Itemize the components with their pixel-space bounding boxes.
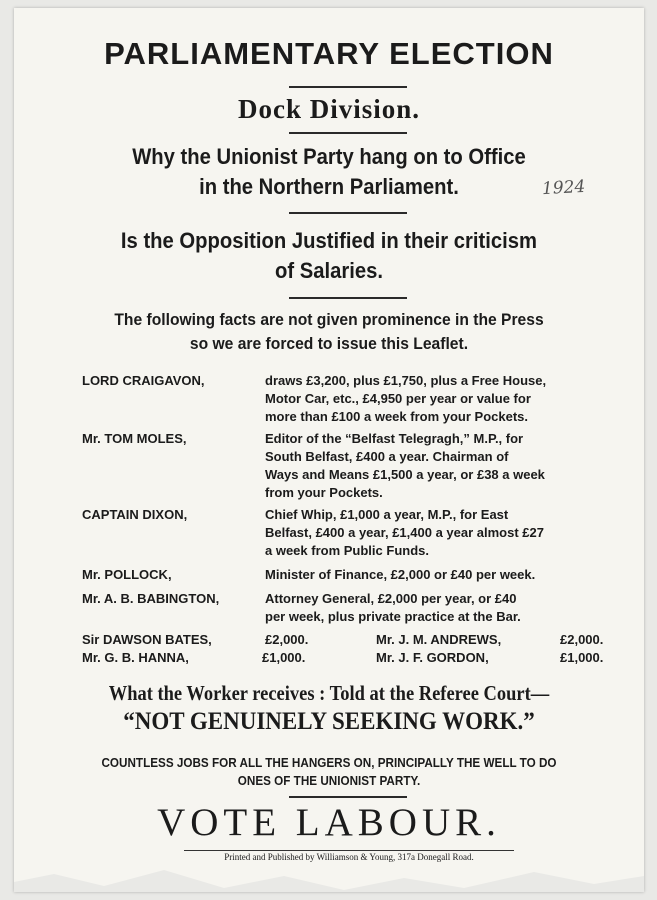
- divider: [289, 796, 407, 798]
- salary-name: Mr. POLLOCK,: [82, 567, 172, 582]
- other-name: Mr. J. M. ANDREWS,: [376, 632, 502, 647]
- salary-line: more than £100 a week from your Pockets.: [265, 409, 528, 424]
- jobs-text: [46, 754, 613, 790]
- salary-line: Motor Car, etc., £4,950 per year or value for: [265, 391, 531, 406]
- salary-desc: [265, 506, 617, 560]
- intro-line2: so we are forced to issue this Leaflet.: [189, 334, 469, 353]
- vote-labour: VOTE LABOUR.: [157, 801, 501, 844]
- salary-line: Editor of the “Belfast Telegragh,” M.P., for: [265, 431, 524, 446]
- salary-line: South Belfast, £400 a year. Chairman of: [265, 449, 509, 464]
- question1-line1: Why the Unionist Party hang on to Office: [132, 144, 526, 169]
- divider: [289, 132, 407, 134]
- printer-imprint: Printed and Published by Williamson & Young, 317a Donegall Road.: [184, 850, 514, 862]
- divider: [289, 212, 407, 214]
- salary-name: LORD CRAIGAVON,: [82, 373, 205, 388]
- salary-line: draws £3,200, plus £1,750, plus a Free House,: [265, 373, 547, 388]
- jobs-line2: ONES OF THE UNIONIST PARTY.: [237, 773, 421, 788]
- question1-line2: in the Northern Parliament.: [199, 174, 459, 199]
- salary-line: Ways and Means £1,500 a year, or £38 a week: [265, 467, 545, 482]
- other-name: Mr. J. F. GORDON,: [376, 650, 489, 665]
- salary-desc: [265, 430, 617, 502]
- other-amount: £2,000.: [265, 632, 309, 647]
- divider: [289, 86, 407, 88]
- divider: [289, 297, 407, 299]
- other-amount: £1,000.: [262, 650, 306, 665]
- salary-name: Mr. A. B. BABINGTON,: [82, 591, 220, 606]
- other-amount: £1,000.: [560, 650, 604, 665]
- salary-line: per week, plus private practice at the Bar.: [265, 609, 521, 624]
- not-seeking-work: “NOT GENUINELY SEEKING WORK.”: [123, 708, 535, 735]
- other-name: Sir DAWSON BATES,: [82, 632, 212, 647]
- salary-name: CAPTAIN DIXON,: [82, 507, 188, 522]
- jobs-line1: COUNTLESS JOBS FOR ALL THE HANGERS ON, PRINCIPALLY THE WELL TO DO: [101, 755, 557, 770]
- salary-line: Attorney General, £2,000 per year, or £40: [265, 591, 517, 606]
- salary-name: Mr. TOM MOLES,: [82, 431, 187, 446]
- question2-line1: Is the Opposition Justified in their criticism: [120, 228, 538, 253]
- salary-line: Belfast, £400 a year, £1,400 a year almost £27: [265, 525, 544, 540]
- salary-line: from your Pockets.: [265, 485, 383, 500]
- division: Dock Division.: [237, 94, 421, 124]
- salary-line: Chief Whip, £1,000 a year, M.P., for East: [265, 507, 509, 522]
- other-name: Mr. G. B. HANNA,: [82, 650, 189, 665]
- intro-line1: The following facts are not given prominence in the Press: [114, 310, 544, 329]
- salary-desc: [265, 590, 617, 626]
- salary-desc: [265, 566, 617, 584]
- salary-desc: [265, 372, 617, 426]
- other-amount: £2,000.: [560, 632, 604, 647]
- handwritten-year: 1924: [541, 176, 586, 200]
- title: PARLIAMENTARY ELECTION: [104, 36, 554, 71]
- salary-line: Minister of Finance, £2,000 or £40 per week.: [265, 567, 536, 582]
- torn-edge: [14, 852, 644, 892]
- question2-line2: of Salaries.: [274, 258, 383, 283]
- worker-line: What the Worker receives : Told at the Referee Court—: [108, 681, 550, 705]
- leaflet-sheet: [14, 8, 644, 892]
- salary-line: a week from Public Funds.: [265, 543, 429, 558]
